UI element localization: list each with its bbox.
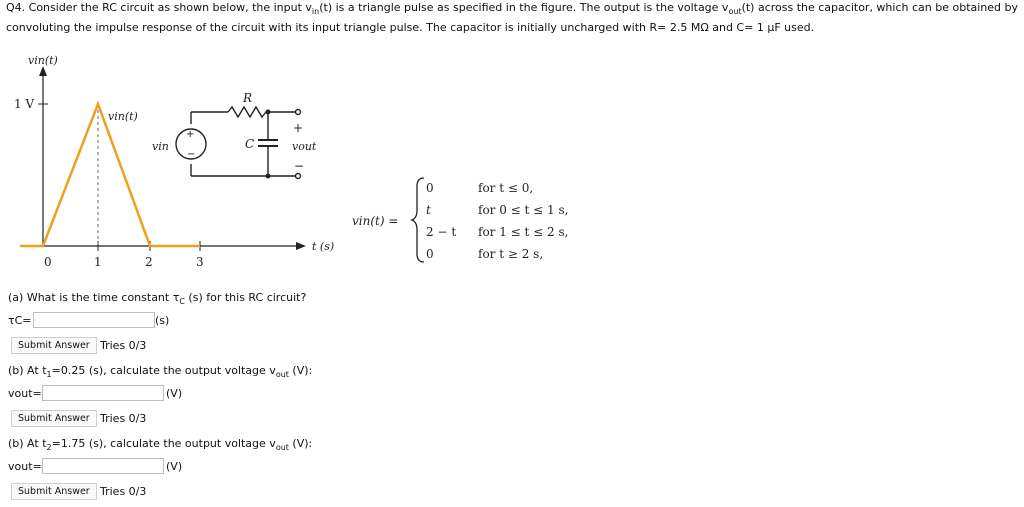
out-terminal-bottom	[296, 174, 301, 179]
piece-expr-3: 2 − t	[426, 225, 457, 239]
plot-ylabel: vin(t)	[28, 54, 58, 67]
tries-counter-b1: Tries 0/3	[100, 412, 147, 426]
question-line-2: convoluting the impulse response of the circuit with its input triangle pulse. The capacitor is initially uncharged with R= 2.5 MΩ and C= 1 μF used.	[6, 21, 815, 35]
vout-t2-input[interactable]	[42, 458, 164, 474]
y-tick-label: 1 V	[14, 97, 35, 111]
source-minus: −	[187, 149, 196, 160]
piecewise-lhs: vin(t) =	[352, 214, 399, 228]
part-b2-actions	[8, 483, 312, 505]
vout-t1-input[interactable]	[42, 385, 164, 401]
pulse-plot	[14, 54, 334, 269]
piece-expr-2: t	[426, 203, 431, 217]
part-a-label: τC=	[8, 314, 32, 328]
question-text	[6, 0, 1018, 36]
source-label: vin	[152, 140, 169, 153]
part-b1-title: (b) At $t_1=0.25$ (s), calculate the output voltage $v_{out}$ (V):	[8, 364, 313, 380]
part-b2-answer-row	[8, 457, 312, 477]
x-tick-label-0: 0	[44, 255, 52, 269]
x-tick-label-3: 3	[196, 255, 204, 269]
piece-cond-2: for 0 ≤ t ≤ 1 s,	[478, 203, 569, 217]
part-a-actions	[8, 337, 306, 359]
piece-cond-3: for 1 ≤ t ≤ 2 s,	[478, 225, 569, 239]
part-b1-answer-row	[8, 384, 312, 404]
part-b2	[8, 437, 312, 505]
y-axis-arrow	[39, 66, 47, 76]
part-b1-label: vout=	[8, 387, 42, 401]
source-plus: +	[186, 129, 195, 140]
x-tick-label-1: 1	[94, 255, 102, 269]
out-minus: −	[294, 159, 305, 173]
piece-expr-4: 0	[426, 247, 434, 261]
out-label: vout	[292, 140, 317, 153]
part-b2-title: (b) At $t_2=1.75$ (s), calculate the output voltage $v_{out}$ (V):	[8, 437, 313, 453]
out-terminal-top	[296, 110, 301, 115]
tries-counter-a: Tries 0/3	[100, 339, 147, 353]
part-a-answer-row	[8, 311, 306, 331]
part-a-unit: (s)	[155, 314, 170, 328]
piece-expr-1: 0	[426, 181, 434, 195]
part-b2-unit: (V)	[166, 460, 183, 474]
tries-counter-b2: Tries 0/3	[100, 485, 147, 499]
x-axis-arrow	[296, 242, 306, 250]
triangle-pulse	[20, 104, 200, 246]
question-line-1: Q4. Consider the RC circuit as shown below, the input $v_{in}(t)$ is a triangle pulse as specified in the figure. The output is the voltage $v_{out}(t)$ across the capacitor, which can be obtained by	[6, 1, 1019, 17]
piece-cond-4: for t ≥ 2 s,	[478, 247, 544, 261]
x-axis-label: t (s)	[312, 240, 335, 253]
x-tick-label-2: 2	[145, 255, 153, 269]
rc-circuit	[176, 107, 304, 179]
part-b1-unit: (V)	[166, 387, 183, 401]
part-b2-label: vout=	[8, 460, 42, 474]
part-a	[8, 291, 306, 359]
time-constant-input[interactable]	[33, 312, 155, 328]
submit-answer-button-a[interactable]: Submit Answer	[11, 337, 97, 354]
submit-answer-button-b2[interactable]: Submit Answer	[11, 483, 97, 500]
capacitor-label: C	[245, 137, 255, 151]
piecewise-definition	[350, 170, 600, 270]
part-a-title: (a) What is the time constant $\tau_C$ (s) for this RC circuit?	[8, 291, 307, 307]
resistor	[228, 107, 266, 117]
out-plus: +	[293, 121, 304, 135]
pulse-label: vin(t)	[108, 110, 138, 123]
piece-cond-1: for t ≤ 0,	[478, 181, 534, 195]
resistor-label: R	[243, 91, 253, 105]
brace	[412, 178, 424, 262]
submit-answer-button-b1[interactable]: Submit Answer	[11, 410, 97, 427]
part-b1-actions	[8, 410, 312, 432]
part-b1	[8, 364, 312, 432]
